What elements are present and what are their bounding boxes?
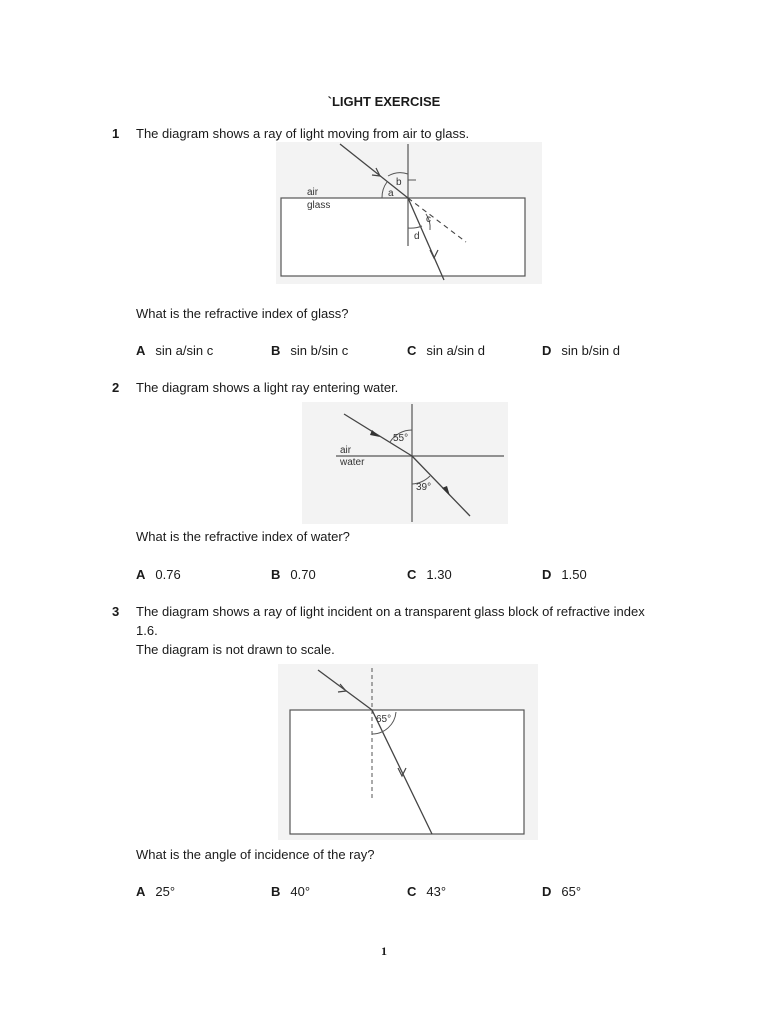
angle-c-label: c: [426, 214, 431, 225]
angle-b-label: b: [396, 177, 402, 188]
page-number: 1: [381, 944, 387, 958]
question-2-option-c[interactable]: C 1.30: [407, 567, 452, 582]
diagram-2-top-label: air: [340, 445, 352, 456]
question-1-prompt: What is the refractive index of glass?: [136, 306, 349, 321]
diagram-1-bottom-label: glass: [307, 200, 331, 211]
question-3-option-d[interactable]: D 65°: [542, 884, 582, 899]
angle-39-label: 39°: [416, 482, 432, 493]
question-1-option-b[interactable]: B sin b/sin c: [271, 343, 349, 358]
question-2-option-b[interactable]: B 0.70: [271, 567, 316, 582]
question-2-prompt: What is the refractive index of water?: [136, 529, 350, 544]
question-3-number: 3: [112, 604, 120, 619]
angle-65-label: 65°: [376, 714, 392, 725]
question-3-stem-line-1: The diagram shows a ray of light incident on a transparent glass block of refractive index: [136, 604, 645, 619]
question-2-option-a[interactable]: A 0.76: [136, 567, 181, 582]
glass-block: [290, 710, 524, 834]
question-3-stem-line-3: The diagram is not drawn to scale.: [136, 642, 335, 657]
question-3-stem-line-2: 1.6.: [136, 623, 158, 638]
angle-d-label: d: [414, 231, 420, 242]
question-3-prompt: What is the angle of incidence of the ray?: [136, 847, 375, 862]
question-1-option-d[interactable]: D sin b/sin d: [542, 343, 620, 358]
angle-55-label: 55°: [393, 433, 409, 444]
question-2-option-d[interactable]: D 1.50: [542, 567, 587, 582]
question-1-option-a[interactable]: A sin a/sin c: [136, 343, 214, 358]
question-1-number: 1: [112, 126, 120, 141]
angle-a-label: a: [388, 188, 394, 199]
question-3-option-b[interactable]: B 40°: [271, 884, 311, 899]
diagram-1-top-label: air: [307, 187, 319, 198]
question-3-option-a[interactable]: A 25°: [136, 884, 176, 899]
diagram-2-bottom-label: water: [340, 457, 365, 468]
question-1-diagram: [276, 142, 542, 284]
question-2-diagram: [302, 402, 508, 524]
question-2-stem: The diagram shows a light ray entering water.: [136, 380, 399, 395]
question-1-option-c[interactable]: C sin a/sin d: [407, 343, 485, 358]
question-3-diagram: [278, 664, 538, 840]
question-3-option-c[interactable]: C 43°: [407, 884, 447, 899]
page-title: `LIGHT EXERCISE: [327, 94, 441, 109]
question-2-number: 2: [112, 380, 120, 395]
question-1-stem: The diagram shows a ray of light moving from air to glass.: [136, 126, 470, 141]
